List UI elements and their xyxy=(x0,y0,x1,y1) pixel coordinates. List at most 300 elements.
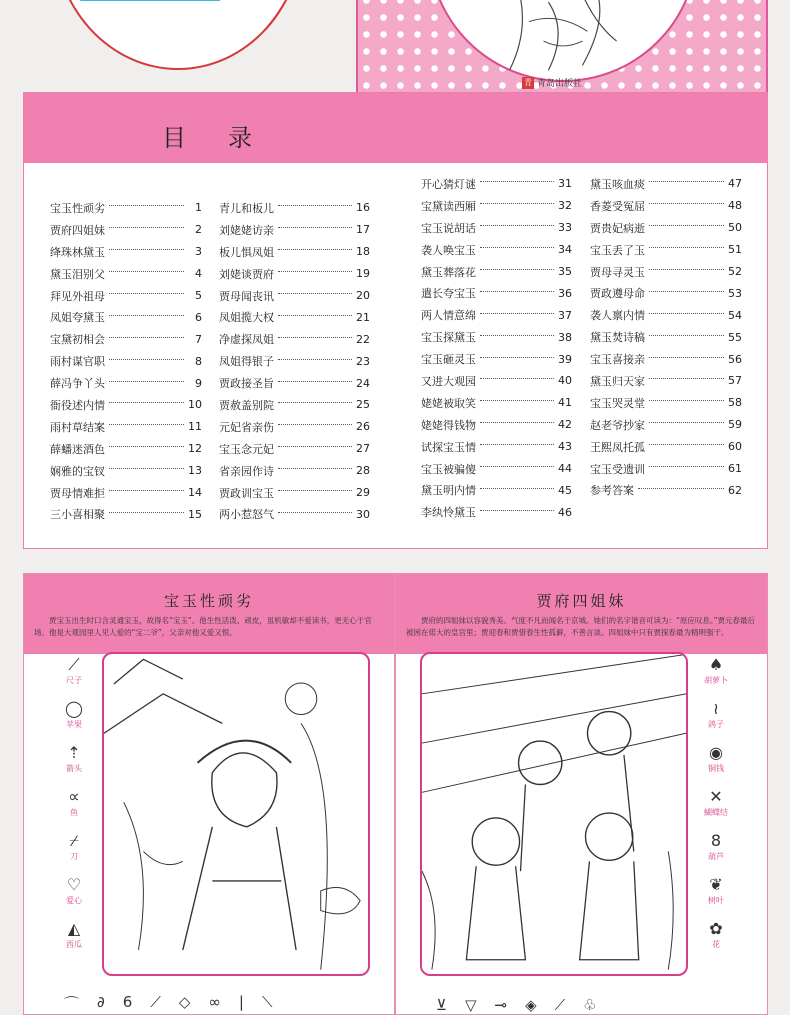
toc-entry-page: 42 xyxy=(558,418,572,432)
toc-entry xyxy=(50,306,202,328)
toc-entry-title: 薛蟠迷酒色 xyxy=(50,442,105,456)
toc-entry-page: 28 xyxy=(356,464,370,478)
toc-leader-dots xyxy=(649,357,724,358)
toc-entry-title: 薛冯争丫头 xyxy=(50,377,105,391)
toc-entry-title: 宝玉说胡话 xyxy=(421,221,476,235)
toc-entry xyxy=(421,304,572,326)
hidden-object-item xyxy=(696,788,736,818)
toc-entry-page: 1 xyxy=(195,201,202,215)
toc-entry-page: 22 xyxy=(356,332,370,346)
toc-entry-page: 58 xyxy=(728,396,742,410)
toc-entry-page: 12 xyxy=(188,442,202,456)
toc-leader-dots xyxy=(480,291,554,292)
book-preview-circle xyxy=(52,0,304,70)
toc-entry xyxy=(219,219,370,241)
toc-leader-dots xyxy=(109,249,184,250)
toc-leader-dots xyxy=(480,247,554,248)
toc-entry-page: 3 xyxy=(195,245,202,259)
hidden-objects-bottom-row xyxy=(64,993,272,1014)
toc-leader-dots xyxy=(278,249,352,250)
activity-page-right-description: 贾府的四姐妹以容貌秀美、气度不凡而闻名于京城。她们的名字谐音可读为：“原应叹息。”贾元春最后被困在偌大的皇宫里；贾迎春和贾惜春生性孤僻，不善言谈。四姐妹中只有贾探春最为精明强干。 xyxy=(406,616,756,637)
hidden-object-icon: ◯ xyxy=(65,699,83,718)
coloring-scene-sisters xyxy=(420,652,688,976)
toc-entry xyxy=(50,372,202,394)
toc-entry-page: 44 xyxy=(558,462,572,476)
toc-leader-dots xyxy=(109,293,184,294)
bottom-object-icon: ⊻ xyxy=(436,996,447,1014)
hidden-object-label: 鸽子 xyxy=(708,720,724,729)
hidden-object-icon: ⟋ xyxy=(68,655,80,674)
toc-leader-dots xyxy=(480,378,554,379)
toc-entry-page: 14 xyxy=(188,486,202,500)
toc-leader-dots xyxy=(649,203,724,204)
toc-entry xyxy=(50,460,202,482)
toc-entry-page: 4 xyxy=(195,267,202,281)
toc-entry-page: 51 xyxy=(728,243,742,257)
toc-entry-title: 试探宝玉情 xyxy=(421,440,476,454)
bottom-object-icon: | xyxy=(238,993,244,1011)
toc-entry-title: 刘姥姥访亲 xyxy=(219,223,274,237)
toc-entry-title: 香菱受冤屈 xyxy=(590,199,645,213)
toc-entry-page: 41 xyxy=(558,396,572,410)
toc-entry xyxy=(421,458,572,480)
toc-entry-page: 60 xyxy=(728,440,742,454)
hidden-object-label: 胡萝卜 xyxy=(704,676,728,685)
hidden-object-icon: 8 xyxy=(710,831,722,850)
toc-entry xyxy=(50,394,202,416)
toc-entry-title: 拜见外祖母 xyxy=(50,289,105,303)
toc-column-2 xyxy=(219,197,370,525)
toc-entry-title: 宝黛初相会 xyxy=(50,333,105,347)
hidden-object-item xyxy=(696,876,736,906)
toc-entry xyxy=(50,241,202,263)
toc-entry-page: 61 xyxy=(728,462,742,476)
toc-entry-title: 凤姐夸黛玉 xyxy=(50,311,105,325)
toc-leader-dots xyxy=(278,227,352,228)
toc-entry-title: 黛玉明内情 xyxy=(421,484,476,498)
toc-entry-title: 黛玉咳血痰 xyxy=(590,177,645,191)
toc-leader-dots xyxy=(278,293,352,294)
toc-entry-title: 省亲园作诗 xyxy=(219,464,274,478)
toc-entry-page: 62 xyxy=(728,483,742,497)
toc-leader-dots xyxy=(480,313,554,314)
toc-leader-dots xyxy=(278,424,352,425)
toc-entry xyxy=(50,350,202,372)
toc-leader-dots xyxy=(480,357,554,358)
hidden-object-label: 爱心 xyxy=(66,896,82,905)
toc-entry xyxy=(421,217,572,239)
toc-entry-title: 凤姐得银子 xyxy=(219,355,274,369)
toc-entry xyxy=(421,414,572,436)
toc-entry-title: 贾母闻丧讯 xyxy=(219,289,274,303)
activity-page-left-description: 贾宝玉出生时口含灵通宝玉，故得名“宝玉”。他生性活泼、顽皮，虽机敏却不爱读书，更无心于官场。他是大观园里人见人爱的“宝二爷”，父亲对他又爱又恨。 xyxy=(34,616,372,637)
toc-entry-page: 36 xyxy=(558,286,572,300)
hidden-object-item xyxy=(54,876,94,906)
hidden-object-item xyxy=(696,700,736,730)
toc-entry-page: 10 xyxy=(188,398,202,412)
toc-entry-title: 贾母寻灵玉 xyxy=(590,265,645,279)
toc-entry xyxy=(219,372,370,394)
toc-leader-dots xyxy=(278,402,352,403)
toc-entry xyxy=(590,479,742,501)
toc-entry-page: 17 xyxy=(356,223,370,237)
toc-entry-page: 20 xyxy=(356,289,370,302)
toc-entry xyxy=(219,350,370,372)
scene-sisters-line-art xyxy=(422,654,686,974)
activity-page-right-title: 贾府四姐妹 xyxy=(536,592,627,610)
toc-leader-dots xyxy=(480,466,554,467)
toc-entry xyxy=(421,195,572,217)
toc-leader-dots xyxy=(480,400,554,401)
toc-entry xyxy=(50,197,202,219)
toc-leader-dots xyxy=(278,315,352,316)
toc-entry-page: 25 xyxy=(356,398,370,412)
hidden-object-icon: ◭ xyxy=(67,919,81,938)
toc-entry-title: 姥姥被取笑 xyxy=(421,396,476,410)
hidden-object-icon: ❦ xyxy=(709,875,723,894)
toc-entry-title: 贾母情难拒 xyxy=(50,486,105,500)
toc-entry-title: 两小惹怒气 xyxy=(219,508,274,522)
toc-entry xyxy=(50,285,202,307)
toc-leader-dots xyxy=(649,422,724,423)
toc-entry-title: 宝玉哭灵堂 xyxy=(590,396,645,410)
toc-entry xyxy=(50,503,202,525)
bottom-object-icon: ◈ xyxy=(525,996,537,1014)
toc-entry xyxy=(421,501,572,523)
toc-entry xyxy=(50,219,202,241)
toc-leader-dots xyxy=(109,468,184,469)
toc-leader-dots xyxy=(649,400,724,401)
hidden-object-label: 葫芦 xyxy=(708,852,724,861)
toc-entry xyxy=(421,348,572,370)
toc-entry-title: 娴雅的宝钗 xyxy=(50,464,105,478)
hidden-object-label: 箭头 xyxy=(66,764,82,773)
toc-leader-dots xyxy=(480,269,554,270)
toc-leader-dots xyxy=(278,271,352,272)
cover-art xyxy=(428,0,698,82)
toc-column-3 xyxy=(421,173,572,523)
hidden-object-item xyxy=(54,656,94,686)
toc-entry-title: 王熙凤托孤 xyxy=(590,440,645,454)
toc-leader-dots xyxy=(480,335,554,336)
toc-entry-title: 李纨怜黛玉 xyxy=(421,506,476,520)
cover-line-drawing xyxy=(430,0,696,80)
book-edge-decoration xyxy=(80,0,228,1)
toc-entry xyxy=(421,261,572,283)
toc-entry-title: 袭人唤宝玉 xyxy=(421,243,476,257)
toc-leader-dots xyxy=(480,203,554,204)
toc-entry-title: 赵老爷抄家 xyxy=(590,418,645,432)
toc-entry xyxy=(50,416,202,438)
toc-entry-page: 46 xyxy=(558,505,572,519)
hidden-object-icon: ♠ xyxy=(708,655,724,674)
toc-entry-title: 宝玉受遗训 xyxy=(590,462,645,476)
toc-leader-dots xyxy=(480,225,554,226)
toc-entry-title: 袭人禀内情 xyxy=(590,309,645,323)
toc-entry xyxy=(590,304,742,326)
toc-entry xyxy=(421,282,572,304)
toc-leader-dots xyxy=(649,378,724,379)
toc-entry-page: 37 xyxy=(558,308,572,322)
coloring-scene-baoyu xyxy=(102,652,370,976)
toc-entry-title: 黛玉葬落花 xyxy=(421,265,476,279)
toc-entry-page: 32 xyxy=(558,199,572,213)
toc-entry-page: 24 xyxy=(356,376,370,390)
toc-entry-title: 黛玉泪别父 xyxy=(50,267,105,281)
toc-entry xyxy=(590,348,742,370)
toc-leader-dots xyxy=(278,337,352,338)
toc-entry xyxy=(590,458,742,480)
publisher-mark xyxy=(522,76,582,89)
toc-entry xyxy=(590,239,742,261)
toc-leader-dots xyxy=(649,269,724,270)
toc-leader-dots xyxy=(649,181,724,182)
toc-entry-title: 元妃省亲伤 xyxy=(219,420,274,434)
bottom-object-icon: 6 xyxy=(122,993,133,1011)
toc-entry-page: 33 xyxy=(558,221,572,235)
toc-leader-dots xyxy=(480,444,554,445)
hidden-object-icon: ⇡ xyxy=(67,743,81,762)
hidden-object-item xyxy=(54,832,94,862)
toc-leader-dots xyxy=(649,313,724,314)
toc-entry-page: 57 xyxy=(728,374,742,388)
toc-leader-dots xyxy=(278,512,352,513)
toc-entry-title: 宝玉性顽劣 xyxy=(50,201,105,215)
toc-entry-page: 7 xyxy=(195,332,202,346)
hidden-object-icon: ⌿ xyxy=(69,831,79,850)
toc-leader-dots xyxy=(278,381,352,382)
toc-entry-page: 47 xyxy=(728,177,742,191)
toc-entry xyxy=(421,326,572,348)
bottom-object-icon: ⟋ xyxy=(554,996,566,1014)
toc-leader-dots xyxy=(109,490,184,491)
hidden-object-label: 苹果 xyxy=(66,720,82,729)
toc-leader-dots xyxy=(109,402,184,403)
bottom-object-icon: ∂ xyxy=(97,993,105,1011)
toc-entry-page: 40 xyxy=(558,374,572,388)
bottom-object-icon: ▽ xyxy=(464,996,477,1014)
table-of-contents xyxy=(23,92,768,549)
toc-column-4 xyxy=(590,173,742,501)
toc-leader-dots xyxy=(649,466,724,467)
hidden-object-icon: ✿ xyxy=(709,919,723,938)
toc-leader-dots xyxy=(278,468,352,469)
toc-entry xyxy=(590,282,742,304)
toc-entry xyxy=(50,438,202,460)
toc-entry xyxy=(219,285,370,307)
hidden-object-label: 树叶 xyxy=(708,896,724,905)
toc-entry-page: 55 xyxy=(728,330,742,344)
bottom-object-icon: ⟋ xyxy=(150,993,161,1011)
toc-leader-dots xyxy=(109,359,184,360)
toc-entry-page: 56 xyxy=(728,352,742,366)
toc-entry-title: 贾政接圣旨 xyxy=(219,377,274,391)
hidden-object-icon: ✕ xyxy=(709,787,723,806)
scene-baoyu-line-art xyxy=(104,654,368,974)
publisher-logo-icon: 青 xyxy=(524,77,532,87)
toc-entry xyxy=(590,414,742,436)
bottom-object-icon: ◇ xyxy=(178,993,191,1011)
toc-leader-dots xyxy=(109,337,184,338)
bottom-object-icon: ⊸ xyxy=(494,996,508,1014)
toc-entry-page: 11 xyxy=(188,420,202,434)
toc-entry-page: 9 xyxy=(195,376,202,390)
toc-entry-title: 板儿惧凤姐 xyxy=(219,245,274,259)
hidden-object-label: 刀 xyxy=(70,852,78,861)
toc-entry-page: 34 xyxy=(558,243,572,257)
toc-entry-page: 29 xyxy=(356,486,370,500)
toc-entry xyxy=(219,263,370,285)
toc-entry-page: 6 xyxy=(195,310,202,324)
hidden-object-item xyxy=(696,920,736,950)
toc-entry-title: 贾政训宝玉 xyxy=(219,486,274,500)
toc-entry-title: 凤姐揽大权 xyxy=(219,311,274,325)
toc-entry-page: 38 xyxy=(558,330,572,344)
toc-leader-dots xyxy=(109,315,184,316)
toc-leader-dots xyxy=(480,488,554,489)
toc-leader-dots xyxy=(649,335,724,336)
toc-entry-title: 姥姥得钱物 xyxy=(421,418,476,432)
hidden-object-item xyxy=(696,744,736,774)
toc-entry xyxy=(421,370,572,392)
toc-entry-title: 参考答案 xyxy=(590,484,634,498)
hidden-object-label: 尺子 xyxy=(66,676,82,685)
toc-entry-title: 黛玉归天家 xyxy=(590,374,645,388)
toc-entry xyxy=(590,173,742,195)
toc-entry-title: 宝玉丢了玉 xyxy=(590,243,645,257)
toc-entry-title: 贾贵妃病逝 xyxy=(590,221,645,235)
hidden-object-item xyxy=(54,788,94,818)
toc-entry xyxy=(219,503,370,525)
toc-entry-page: 5 xyxy=(195,289,202,302)
toc-leader-dots xyxy=(649,225,724,226)
hidden-object-icon: ≀ xyxy=(713,699,719,718)
activity-page-left-header xyxy=(24,574,394,654)
toc-entry-page: 59 xyxy=(728,418,742,432)
toc-entry-title: 遣长夸宝玉 xyxy=(421,287,476,301)
hidden-object-icon: ♡ xyxy=(66,875,82,894)
toc-entry-page: 23 xyxy=(356,354,370,368)
toc-leader-dots xyxy=(278,359,352,360)
hidden-object-icon: ∝ xyxy=(68,787,80,806)
toc-entry-page: 52 xyxy=(728,265,742,278)
toc-entry-title: 雨村草结案 xyxy=(50,420,105,434)
toc-entry xyxy=(421,239,572,261)
toc-entry xyxy=(219,460,370,482)
toc-leader-dots xyxy=(649,444,724,445)
activity-page-right-header xyxy=(396,574,767,654)
toc-entry-page: 39 xyxy=(558,352,572,366)
toc-entry-title: 绛珠林黛玉 xyxy=(50,245,105,259)
hidden-object-item xyxy=(54,744,94,774)
toc-entry xyxy=(50,263,202,285)
toc-entry-page: 15 xyxy=(188,507,202,521)
toc-entry-title: 开心猜灯谜 xyxy=(421,177,476,191)
toc-leader-dots xyxy=(278,490,352,491)
book-cover-illustration xyxy=(356,0,768,104)
toc-entry xyxy=(50,328,202,350)
toc-entry xyxy=(219,482,370,504)
toc-entry xyxy=(219,416,370,438)
activity-page-left-title: 宝玉性顽劣 xyxy=(163,592,254,610)
toc-entry xyxy=(421,173,572,195)
toc-entry-page: 16 xyxy=(356,201,370,215)
hidden-object-item xyxy=(54,700,94,730)
toc-leader-dots xyxy=(109,227,184,228)
toc-entry-page: 19 xyxy=(356,267,370,281)
toc-header xyxy=(24,93,767,163)
toc-entry-page: 21 xyxy=(356,310,370,324)
toc-entry-page: 2 xyxy=(195,223,202,237)
toc-entry-page: 30 xyxy=(356,507,370,521)
hidden-object-label: 蝴蝶结 xyxy=(704,808,728,817)
publisher-name: 青岛出版社 xyxy=(537,79,583,89)
bottom-object-icon: ∞ xyxy=(208,993,221,1011)
toc-entry-title: 贾政遵母命 xyxy=(590,287,645,301)
toc-entry-title: 净虚探凤姐 xyxy=(219,333,274,347)
hidden-object-item xyxy=(696,656,736,686)
hidden-object-icon: ◉ xyxy=(709,743,723,762)
toc-entry xyxy=(590,370,742,392)
toc-entry-page: 27 xyxy=(356,442,370,456)
toc-column-1 xyxy=(50,197,202,525)
hidden-object-label: 鱼 xyxy=(70,808,78,817)
toc-entry-title: 宝玉念元妃 xyxy=(219,442,274,456)
toc-entry-page: 50 xyxy=(728,221,742,235)
toc-leader-dots xyxy=(109,381,184,382)
toc-entry xyxy=(219,328,370,350)
toc-entry-title: 宝玉喜接亲 xyxy=(590,353,645,367)
toc-entry xyxy=(421,436,572,458)
toc-leader-dots xyxy=(278,446,352,447)
toc-leader-dots xyxy=(649,247,724,248)
toc-entry-title: 又进大观园 xyxy=(421,374,476,388)
activity-page-right xyxy=(395,573,768,1015)
toc-leader-dots xyxy=(109,205,184,206)
activity-page-left xyxy=(23,573,395,1015)
toc-entry-title: 宝玉砸灵玉 xyxy=(421,353,476,367)
toc-leader-dots xyxy=(649,291,724,292)
hidden-objects-bottom-row-right xyxy=(436,996,597,1014)
toc-entry-page: 26 xyxy=(356,420,370,434)
toc-leader-dots xyxy=(278,205,352,206)
toc-entry xyxy=(590,217,742,239)
toc-entry-page: 43 xyxy=(558,440,572,454)
toc-title: 目录 xyxy=(162,124,294,152)
bottom-object-icon: ⌒ xyxy=(64,995,80,1013)
toc-entry-title: 贾府四姐妹 xyxy=(50,223,105,237)
toc-entry xyxy=(219,394,370,416)
toc-leader-dots xyxy=(109,446,184,447)
toc-entry xyxy=(50,482,202,504)
toc-entry xyxy=(590,392,742,414)
toc-entry-title: 黛玉焚诗稿 xyxy=(590,331,645,345)
toc-entry-title: 宝玉探黛玉 xyxy=(421,331,476,345)
toc-entry-page: 48 xyxy=(728,199,742,213)
toc-entry-page: 13 xyxy=(188,464,202,478)
toc-entry-page: 54 xyxy=(728,308,742,322)
toc-entry-title: 青儿和板儿 xyxy=(219,201,274,215)
hidden-object-label: 铜钱 xyxy=(708,764,724,773)
toc-leader-dots xyxy=(109,271,184,272)
toc-entry-title: 两人情意绵 xyxy=(421,309,476,323)
toc-entry-page: 31 xyxy=(558,177,572,191)
toc-entry xyxy=(421,479,572,501)
toc-entry xyxy=(219,306,370,328)
toc-entry-title: 宝玉被骗傻 xyxy=(421,462,476,476)
hidden-object-item xyxy=(54,920,94,950)
toc-entry-page: 8 xyxy=(195,354,202,368)
